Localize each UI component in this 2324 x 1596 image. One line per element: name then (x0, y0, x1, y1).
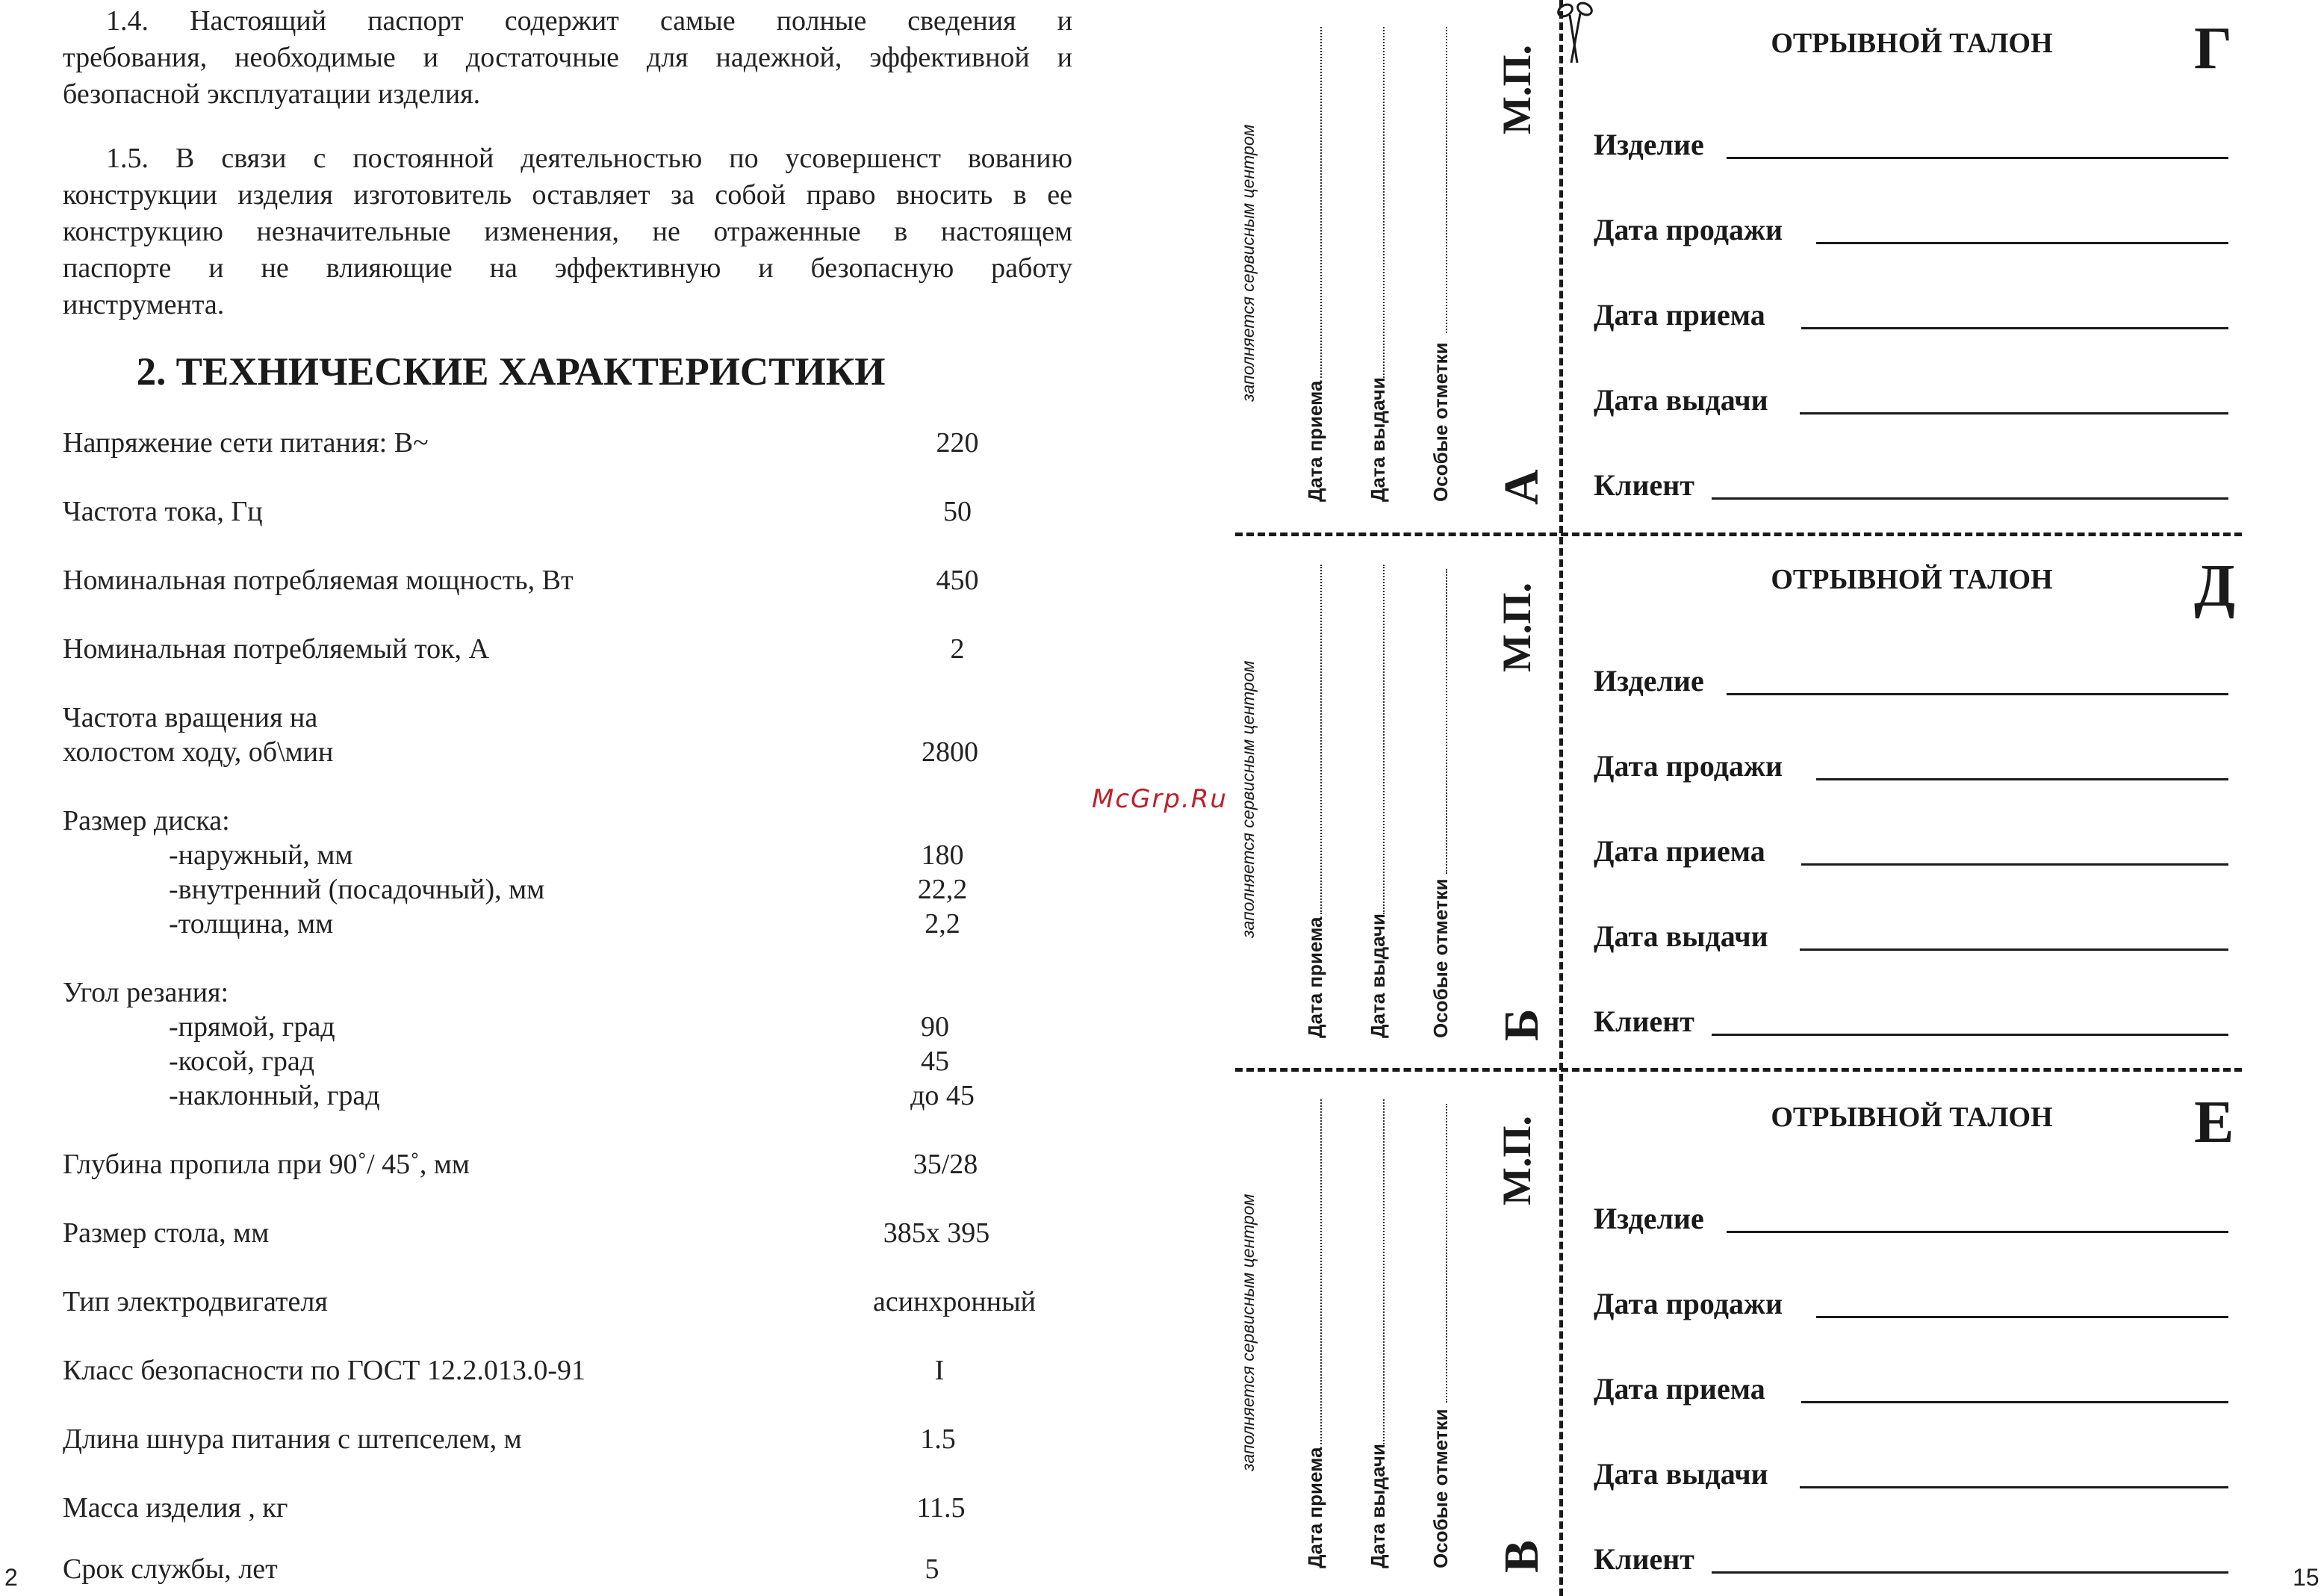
coupon-field-product-line[interactable] (1727, 1231, 2228, 1233)
coupon-field-issue-date: Дата выдачи (1594, 383, 1768, 417)
stub-notes-label: Особые отметки (1429, 342, 1452, 502)
paragraph-1-5 (63, 140, 1072, 323)
spec-label-cord: Длина шнура питания с штепселем, м (63, 1423, 522, 1455)
coupon-field-sale-date: Дата продажи (1594, 1287, 1783, 1320)
coupon-field-product: Изделие (1594, 128, 1704, 161)
stub-letter: А (1494, 469, 1549, 505)
spec-value-frequency: 50 (943, 496, 972, 527)
spec-value-mass: 11.5 (916, 1492, 966, 1524)
stub-accept-date-label: Дата приема (1304, 380, 1326, 502)
spec-label-table: Размер стола, мм (63, 1217, 270, 1249)
page-number-right: 15 (2293, 1564, 2320, 1591)
spec-label-disc-outer: -наружный, мм (169, 839, 353, 871)
spec-label-angle: Угол резания: (63, 977, 229, 1008)
paragraph-line: 1.4. Настоящий паспорт содержит самые полные сведения и (106, 5, 1072, 37)
paragraph-line: конструкцию незначительные изменения, не отраженные в настоящем (63, 216, 1072, 247)
coupon-field-client: Клиент (1594, 1005, 1694, 1038)
spec-label-frequency: Частота тока, Гц (63, 496, 263, 527)
spec-value-cord: 1.5 (920, 1423, 956, 1455)
spec-value-disc-outer: 180 (921, 839, 964, 871)
spec-value-depth: 35/28 (913, 1149, 978, 1180)
coupon-field-client-line[interactable] (1712, 497, 2228, 500)
stub-issue-date-label: Дата выдачи (1367, 377, 1389, 502)
spec-value-angle-straight: 90 (921, 1011, 949, 1043)
coupon-field-issue-date-line[interactable] (1800, 1486, 2228, 1488)
coupon-field-product-line[interactable] (1727, 157, 2228, 159)
coupon-field-client: Клиент (1594, 468, 1694, 502)
spec-value-motor: асинхронный (873, 1286, 1036, 1317)
spec-label-motor: Тип электродвигателя (63, 1286, 328, 1317)
spec-label-rpm-2: холостом ходу, об\мин (63, 736, 334, 768)
stub-issue-date-label: Дата выдачи (1367, 913, 1389, 1038)
coupon-field-sale-date-line[interactable] (1816, 1316, 2228, 1318)
stub-letter: В (1494, 1539, 1549, 1573)
spec-label-voltage: Напряжение сети питания: В~ (63, 427, 429, 459)
coupon-field-accept-date-line[interactable] (1801, 1401, 2228, 1403)
horizontal-cut-line (1235, 532, 2242, 536)
coupon-title: ОТРЫВНОЙ ТАЛОН (1771, 1102, 2053, 1133)
spec-label-life: Срок службы, лет (63, 1553, 278, 1585)
spec-value-table: 385x 395 (883, 1217, 990, 1249)
stub-notes-label: Особые отметки (1429, 878, 1452, 1038)
paragraph-line: инструмента. (63, 289, 225, 320)
coupon-field-sale-date-line[interactable] (1816, 778, 2228, 780)
spec-label-rpm-1: Частота вращения на (63, 702, 318, 733)
coupon-field-client-line[interactable] (1712, 1571, 2228, 1574)
scissors-icon (1552, 0, 1597, 67)
spec-label-safety: Класс безопасности по ГОСТ 12.2.013.0-91 (63, 1355, 585, 1386)
service-note: заполняется сервисным центром (1238, 1193, 1258, 1471)
stamp-label: М.П. (1494, 45, 1539, 134)
paragraph-line: паспорте и не влияющие на эффективную и безопасную работу (63, 252, 1072, 284)
coupon-field-client: Клиент (1594, 1542, 1694, 1576)
coupon-field-accept-date: Дата приема (1594, 298, 1765, 332)
stub-accept-date-line (1320, 565, 1322, 914)
spec-value-angle-tilt: до 45 (910, 1080, 975, 1111)
spec-label-disc-thickness: -толщина, мм (169, 908, 334, 940)
coupon-letter: Е (2194, 1090, 2234, 1155)
stub-issue-date-label: Дата выдачи (1367, 1444, 1389, 1568)
stub-issue-date-line (1383, 27, 1385, 378)
stub-accept-date-label: Дата приема (1304, 1447, 1326, 1568)
spec-label-disc: Размер диска: (63, 805, 230, 836)
page-number-left: 2 (4, 1564, 18, 1591)
coupon-field-product: Изделие (1594, 1202, 1704, 1235)
coupon-field-sale-date: Дата продажи (1594, 213, 1783, 246)
coupon-field-sale-date: Дата продажи (1594, 749, 1783, 783)
coupon-field-sale-date-line[interactable] (1816, 242, 2228, 244)
coupon-field-issue-date-line[interactable] (1800, 948, 2228, 951)
stub-notes-label: Особые отметки (1429, 1409, 1452, 1568)
coupon-letter: Д (2194, 553, 2236, 619)
spec-value-disc-inner: 22,2 (917, 874, 968, 905)
stub-accept-date-label: Дата приема (1304, 916, 1326, 1038)
vertical-cut-line (1559, 0, 1563, 1596)
spec-label-angle-straight: -прямой, град (169, 1011, 335, 1043)
spec-label-angle-oblique: -косой, град (169, 1046, 315, 1077)
stamp-label: М.П. (1494, 583, 1539, 672)
stub-notes-line (1446, 569, 1447, 874)
spec-value-disc-thickness: 2,2 (925, 908, 960, 940)
coupon-field-issue-date: Дата выдачи (1594, 1457, 1768, 1491)
coupon-field-client-line[interactable] (1712, 1034, 2228, 1036)
paragraph-line: требования, необходимые и достаточные для надежной, эффективной и (63, 42, 1072, 73)
spec-label-disc-inner: -внутренний (посадочный), мм (169, 874, 545, 905)
spec-value-voltage: 220 (936, 427, 979, 459)
coupon-field-issue-date: Дата выдачи (1594, 919, 1768, 953)
stub-accept-date-line (1320, 27, 1322, 378)
coupon-letter: Г (2194, 16, 2232, 81)
spec-value-rpm: 2800 (922, 736, 978, 768)
spec-label-current: Номинальная потребляемый ток, А (63, 633, 490, 665)
spec-value-life: 5 (925, 1553, 939, 1585)
coupon-title: ОТРЫВНОЙ ТАЛОН (1771, 564, 2053, 595)
service-note: заполняется сервисным центром (1238, 124, 1258, 402)
stub-notes-line (1446, 27, 1447, 333)
coupon-field-issue-date-line[interactable] (1800, 412, 2228, 414)
paragraph-line: конструкции изделия изготовитель оставляет за собой право вносить в ее (63, 179, 1072, 211)
stamp-label: М.П. (1494, 1116, 1539, 1205)
section-title: 2. ТЕХНИЧЕСКИЕ ХАРАКТЕРИСТИКИ (136, 350, 886, 394)
coupon-field-accept-date: Дата приема (1594, 1372, 1765, 1406)
horizontal-cut-line (1235, 1068, 2242, 1072)
stub-issue-date-line (1383, 565, 1385, 914)
spec-label-depth: Глубина пропила при 90˚/ 45˚, мм (63, 1149, 470, 1180)
stub-issue-date-line (1383, 1099, 1385, 1444)
paragraph-1-4 (63, 3, 1072, 113)
spec-value-angle-oblique: 45 (921, 1046, 949, 1077)
paragraph-line: безопасной эксплуатации изделия. (63, 78, 481, 110)
stub-notes-line (1446, 1104, 1447, 1403)
spec-value-current: 2 (950, 633, 965, 665)
coupon-field-product-line[interactable] (1727, 693, 2228, 695)
coupon-title: ОТРЫВНОЙ ТАЛОН (1771, 28, 2053, 59)
coupon-field-product: Изделие (1594, 664, 1704, 698)
spec-label-mass: Масса изделия , кг (63, 1492, 288, 1524)
spec-value-power: 450 (936, 565, 979, 596)
stub-letter: Б (1494, 1008, 1549, 1041)
coupon-field-accept-date-line[interactable] (1801, 327, 2228, 329)
coupon-field-accept-date-line[interactable] (1801, 863, 2228, 866)
watermark: McGrp.Ru (1092, 784, 1228, 814)
spec-label-angle-tilt: -наклонный, град (169, 1080, 380, 1111)
spec-label-power: Номинальная потребляемая мощность, Вт (63, 565, 574, 596)
coupon-field-accept-date: Дата приема (1594, 834, 1765, 868)
spec-value-safety: I (934, 1355, 945, 1386)
service-note: заполняется сервисным центром (1238, 660, 1258, 938)
paragraph-line: 1.5. В связи с постоянной деятельностью по усовершенст вованию (106, 143, 1072, 174)
stub-accept-date-line (1320, 1099, 1322, 1444)
